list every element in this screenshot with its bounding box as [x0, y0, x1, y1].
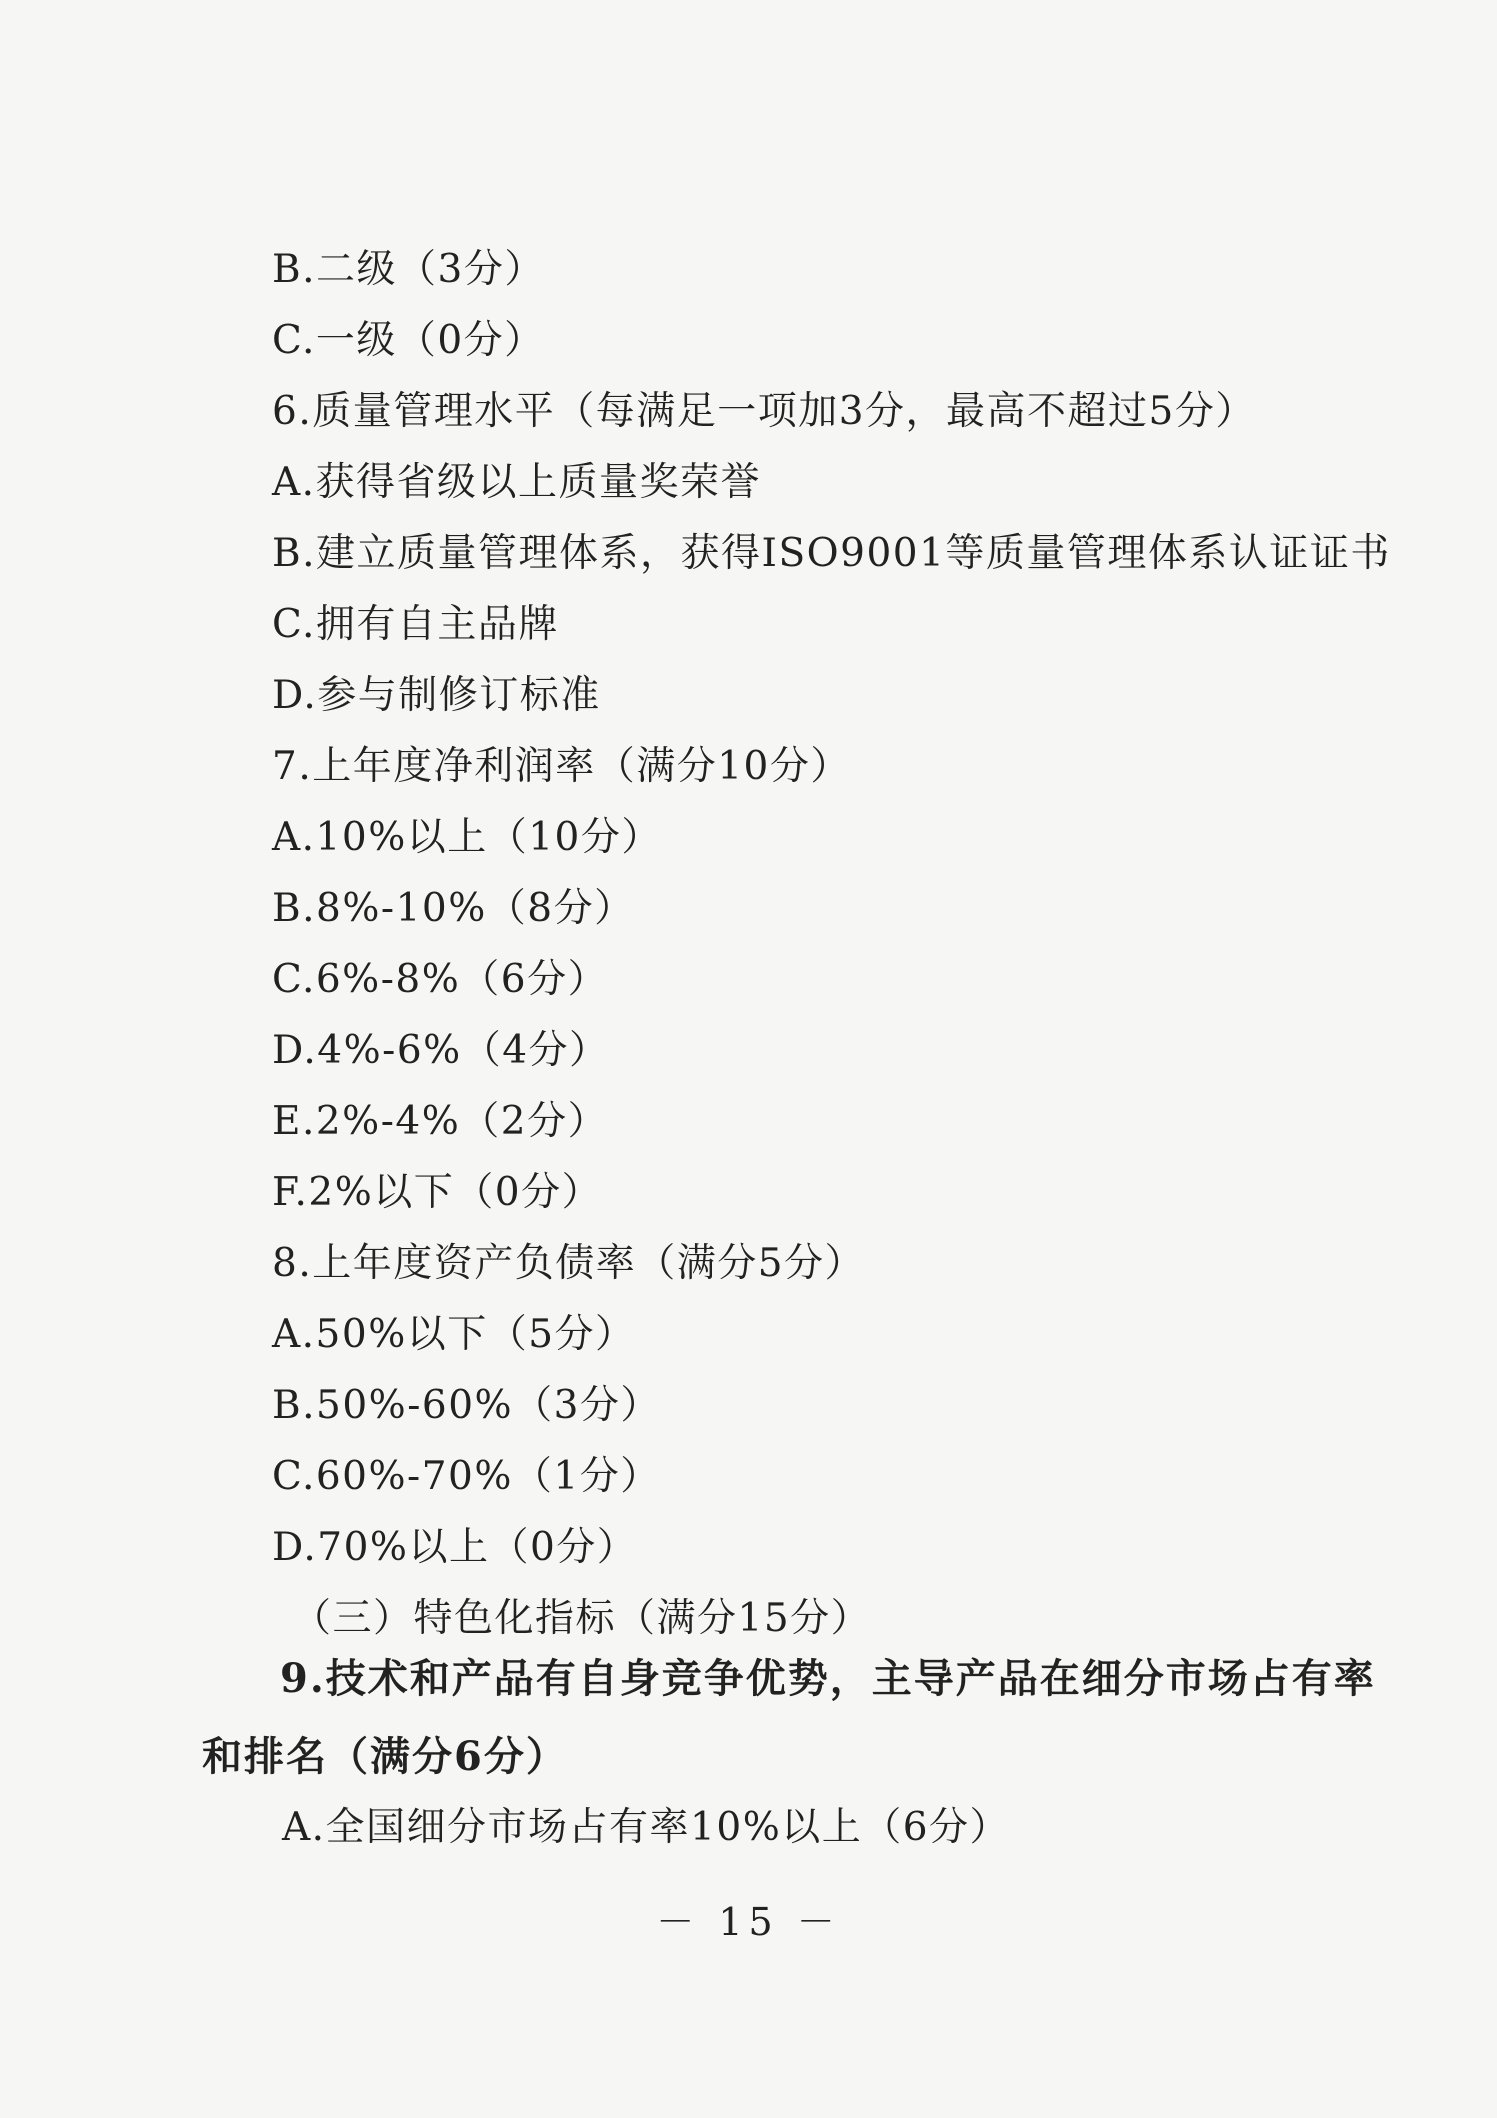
text-line: C.一级（0分）: [272, 318, 545, 363]
text-line: E.2%-4%（2分）: [272, 1099, 609, 1144]
text-line: A.50%以下（5分）: [272, 1312, 636, 1357]
document-body: [272, 234, 1391, 1654]
bold-section-heading: [202, 1640, 1376, 1796]
text-line: C.拥有自主品牌: [272, 602, 559, 647]
text-line: F.2%以下（0分）: [272, 1170, 603, 1215]
text-line: A.10%以上（10分）: [272, 815, 662, 860]
text-line: D.参与制修订标准: [272, 673, 601, 718]
section-heading: 7.上年度净利润率（满分10分）: [272, 744, 851, 789]
text-line: C.6%-8%（6分）: [272, 957, 609, 1002]
text-line: B.8%-10%（8分）: [272, 886, 635, 931]
page-number: － 15 －: [656, 1900, 841, 1944]
section-heading: 8.上年度资产负债率（满分5分）: [272, 1241, 866, 1286]
bold-heading-line-2: 和排名（满分6分）: [202, 1733, 568, 1780]
text-line: B.二级（3分）: [272, 247, 545, 292]
subsection-heading: （三）特色化指标（满分15分）: [292, 1596, 872, 1641]
text-line: A.获得省级以上质量奖荣誉: [272, 460, 762, 505]
text-line: A.全国细分市场占有率10%以上（6分）: [282, 1805, 1011, 1850]
text-line: D.4%-6%（4分）: [272, 1028, 610, 1073]
text-line: B.50%-60%（3分）: [272, 1383, 661, 1428]
section-heading: 6.质量管理水平（每满足一项加3分，最高不超过5分）: [272, 389, 1256, 434]
bold-heading-line-1: 9.技术和产品有自身竞争优势，主导产品在细分市场占有率: [280, 1655, 1376, 1702]
text-line: D.70%以上（0分）: [272, 1525, 638, 1570]
text-line: B.建立质量管理体系，获得ISO9001等质量管理体系认证证书: [272, 531, 1391, 576]
text-line: C.60%-70%（1分）: [272, 1454, 661, 1499]
